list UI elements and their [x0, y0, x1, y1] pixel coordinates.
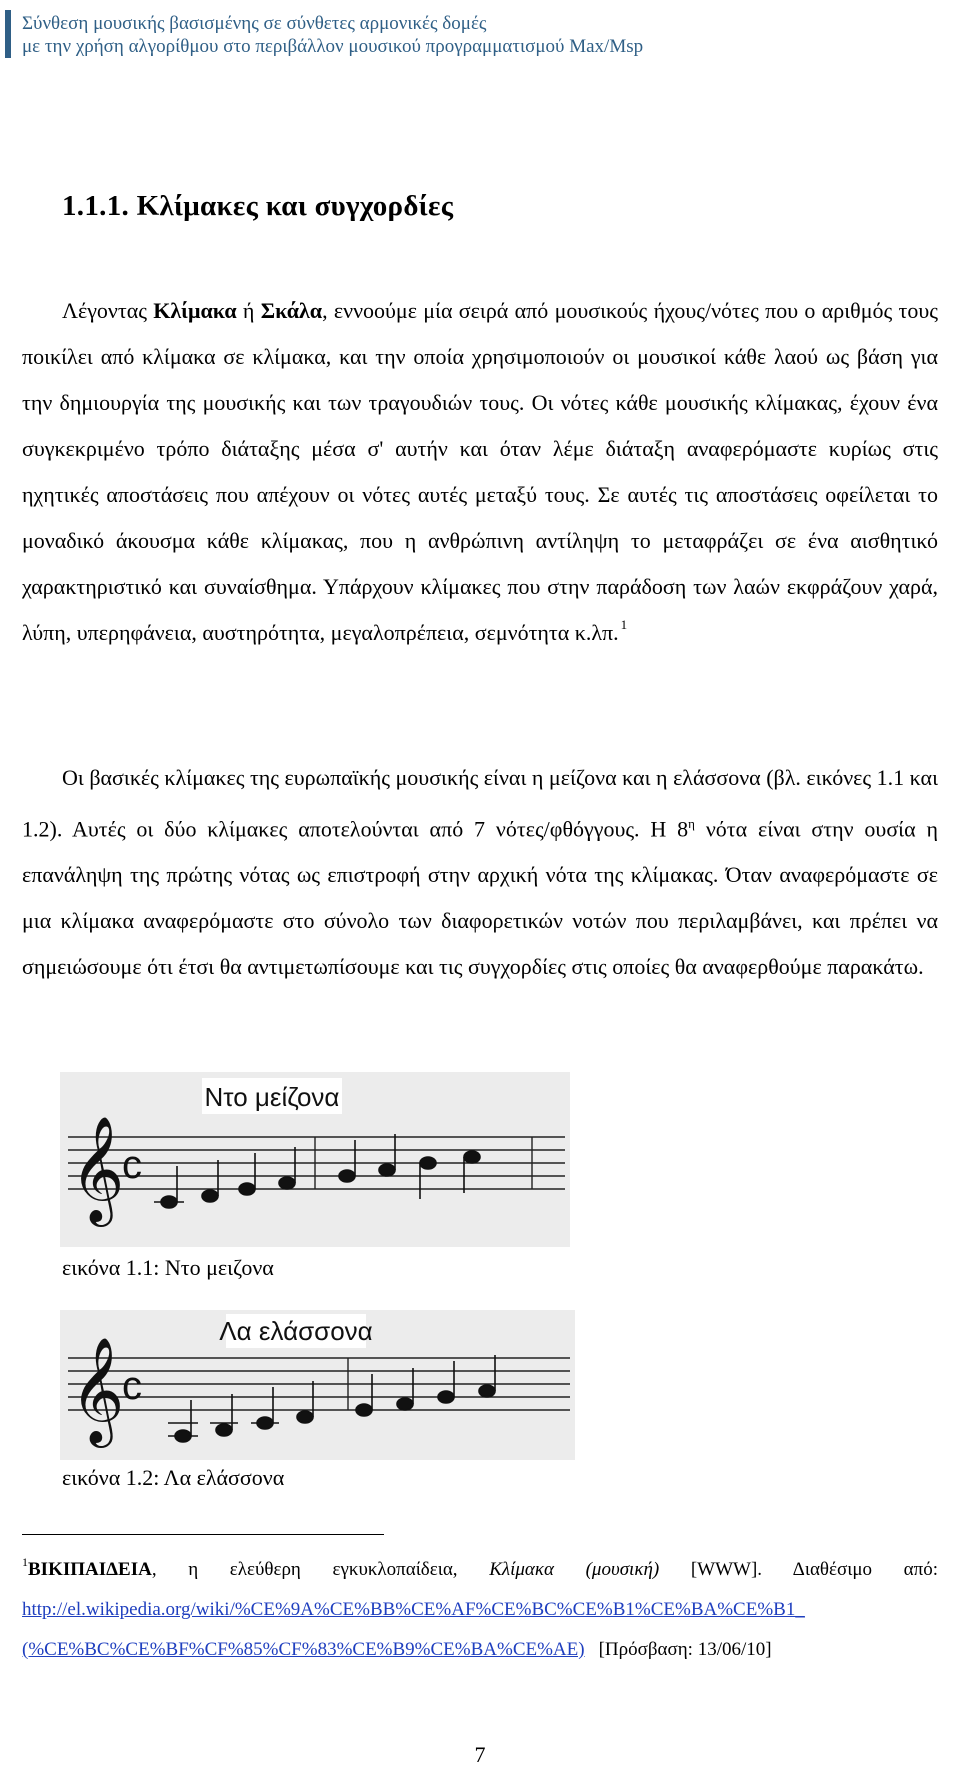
common-time-icon: c [122, 1364, 142, 1408]
footnote-url-line-1 [22, 1590, 938, 1630]
note-d [202, 1190, 218, 1202]
header-accent-bar [5, 10, 11, 58]
note-c [257, 1417, 273, 1429]
figure-caption-2: εικόνα 1.2: Λα ελάσσονα [62, 1465, 285, 1490]
note-f [397, 1398, 413, 1410]
note-g [339, 1170, 355, 1182]
ordinal-superscript: η [688, 816, 695, 831]
c-major-staff-image [60, 1072, 570, 1247]
note-a-high [479, 1385, 495, 1397]
c-major-notes [154, 1134, 480, 1208]
footnote-separator [22, 1534, 384, 1535]
treble-clef-icon: 𝄞 [70, 1339, 125, 1441]
common-time-icon: c [122, 1143, 142, 1187]
paragraph-text: ή [236, 298, 261, 323]
page-number: 7 [474, 1742, 486, 1767]
figure-c-major [60, 1072, 570, 1247]
figure-a-minor [60, 1310, 575, 1460]
staff-lines [68, 1137, 565, 1189]
footnote-source: ΒΙΚΙΠΑΙΔΕΙΑ [28, 1559, 152, 1580]
note-d [297, 1411, 313, 1423]
footnote-citation [22, 1550, 938, 1591]
header-line-2: με την χρήση αλγορίθμου στο περιβάλλον μουσικού προγραμματισμού Max/Msp [22, 36, 644, 57]
paragraph-text: Λέγοντας [62, 298, 154, 323]
note-e [356, 1404, 372, 1416]
figure-title: Λα ελάσσονα [219, 1316, 373, 1346]
footnote-link[interactable]: http://el.wikipedia.org/wiki/%CE%9A%CE%BB%CE%AF%CE%BC%CE%B1%CE%BA%CE%B1_ [22, 1599, 805, 1620]
term-klimaka: Κλίμακα [153, 298, 237, 323]
a-minor-staff-image [60, 1310, 575, 1460]
figure-caption-1: εικόνα 1.1: Ντο μειζονα [62, 1255, 274, 1280]
paragraph-text: Οι βασικές κλίμακες της ευρωπαϊκής μουσικής είναι η μείζονα και η ελάσσονα (βλ. εικόνες 1.1 και 1.2). Αυτές οι δύο κλίμακες αποτελούνται από 7 νότες/φθόγγους. Η 8 [22, 765, 938, 842]
footnote-title: Κλίμακα (μουσική) [489, 1559, 660, 1580]
paragraph-text: , εννοούμε μία σειρά από μουσικούς ήχους/νότες που ο αριθμός τους ποικίλει από κλίμακα σε κλίμακα, και την οποία χρησιμοποιούν οι μουσικοί κάθε λαού ως βάση για την δημιουργία της μουσικής και των τραγουδιών τους. Οι νότες κάθε μουσικής κλίμακας, έχουν ένα συγκεκριμένο τρόπο διάταξης μέσα σ' αυτήν και όταν λέμε διάταξη αναφερόμαστε κυρίως στις ηχητικές αποστάσεις που απέχουν οι νότες αυτές μεταξύ τους. Σε αυτές τις αποστάσεις οφείλεται το μοναδικό άκουσμα κάθε κλίμακας, που η ανθρώπινη αντίληψη το μεταφράζει σε ένα αισθητικό χαρακτηριστικό και συναίσθημα. Υπάρχουν κλίμακες που στην παράδοση των λαών εκφράζουν χαρά, λύπη, υπερηφάνεια, αυστηρότητα, μεγαλοπρέπεια, σεμνότητα κ.λπ. [22, 298, 938, 645]
a-minor-notes [168, 1355, 495, 1442]
footnote-url-line-2 [22, 1630, 938, 1670]
note-a [379, 1164, 395, 1176]
paragraph-major-minor [22, 755, 938, 990]
note-b [216, 1424, 232, 1436]
treble-clef-icon: 𝄞 [70, 1118, 125, 1220]
footnote-reference[interactable]: 1 [620, 617, 628, 632]
note-c [161, 1196, 177, 1208]
footnote-link[interactable]: (%CE%BC%CE%BF%CF%85%CF%83%CE%B9%CE%BA%CE%AE) [22, 1639, 585, 1660]
note-e [239, 1183, 255, 1195]
note-c-high [464, 1151, 480, 1163]
note-g [438, 1391, 454, 1403]
footnote-number: 1 [22, 1555, 28, 1569]
note-f [279, 1177, 295, 1189]
note-a [175, 1430, 191, 1442]
figure-title: Ντο μείζονα [204, 1082, 340, 1112]
footnote-text: , η ελεύθερη εγκυκλοπαίδεια, [151, 1559, 490, 1580]
paragraph-text: νότα είναι στην ουσία η επανάληψη της πρώτης νότας ως επιστροφή στην αρχική νότα της κλίμακας. Όταν αναφερόμαστε σε μια κλίμακα αναφερόμαστε στο σύνολο των διαφορετικών νοτών που περιλαμβάνει, και πρέπει να σημειώσουμε ότι έτσι θα αντιμετωπίσουμε και τις συγχορδίες στις οποίες θα αναφερθούμε παρακάτω. [22, 816, 938, 980]
header-line-1: Σύνθεση μουσικής βασισμένης σε σύνθετες αρμονικές δομές [22, 13, 487, 34]
section-heading: 1.1.1. Κλίμακες και συγχορδίες [62, 190, 454, 222]
footnote-text: [WWW]. Διαθέσιμο από: [659, 1559, 939, 1580]
paragraph-scales-intro [22, 288, 938, 659]
note-b [420, 1157, 436, 1169]
footnote-access-date: [Πρόσβαση: 13/06/10] [598, 1639, 772, 1660]
running-header [22, 12, 643, 58]
term-skala: Σκάλα [260, 298, 323, 323]
